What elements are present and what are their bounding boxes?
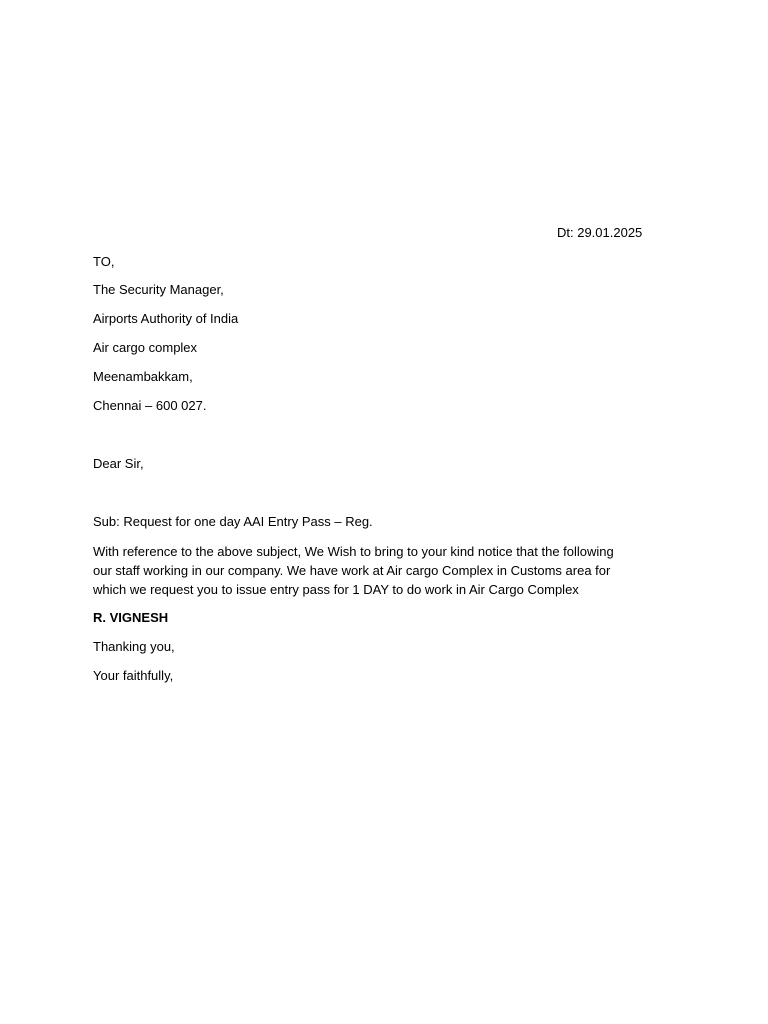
body-line-1: With reference to the above subject, We Wish to bring to your kind notice that the following xyxy=(93,544,614,559)
letter-date: Dt: 29.01.2025 xyxy=(557,225,643,240)
recipient-line-3: Air cargo complex xyxy=(93,340,198,355)
body-line-3: which we request you to issue entry pass for 1 DAY to do work in Air Cargo Complex xyxy=(93,582,579,597)
recipient-line-1: The Security Manager, xyxy=(93,282,224,297)
recipient-line-2: Airports Authority of India xyxy=(93,311,239,326)
closing-thanks: Thanking you, xyxy=(93,639,175,654)
to-label: TO, xyxy=(93,254,115,269)
staff-name: R. VIGNESH xyxy=(93,610,169,625)
recipient-line-5: Chennai – 600 027. xyxy=(93,398,207,413)
salutation: Dear Sir, xyxy=(93,456,144,471)
closing-signoff: Your faithfully, xyxy=(93,668,174,683)
recipient-line-4: Meenambakkam, xyxy=(93,369,193,384)
body-line-2: our staff working in our company. We have work at Air cargo Complex in Customs area for xyxy=(93,563,611,578)
subject-line: Sub: Request for one day AAI Entry Pass – Reg. xyxy=(93,514,373,529)
body-paragraph xyxy=(93,542,693,599)
